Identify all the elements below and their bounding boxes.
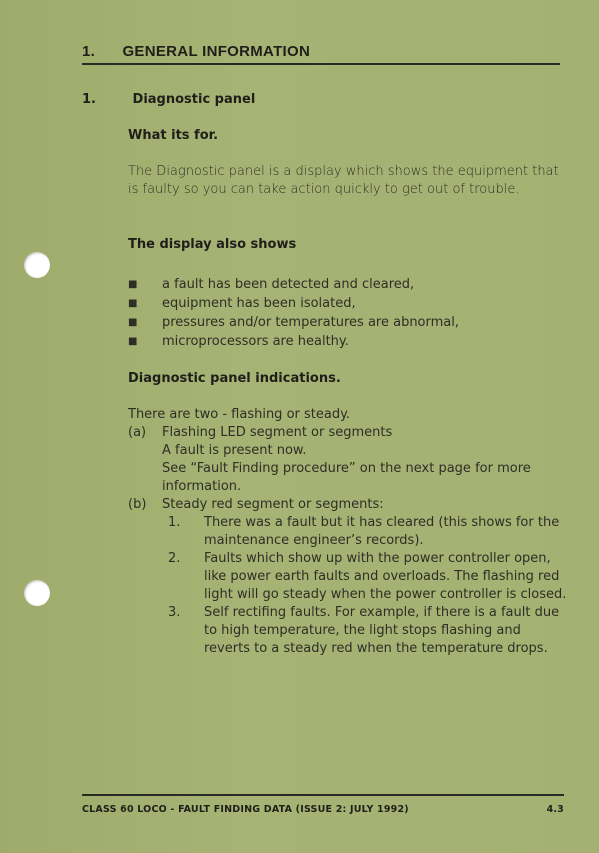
binder-hole bbox=[24, 252, 50, 278]
item-line: Flashing LED segment or segments bbox=[162, 425, 393, 440]
indications-intro: There are two - flashing or steady. bbox=[128, 407, 351, 422]
subsection-number: 1. bbox=[82, 92, 96, 107]
item-line: A fault is present now. bbox=[162, 443, 307, 458]
item-label: (a) bbox=[128, 425, 147, 440]
section-title: GENERAL INFORMATION bbox=[122, 43, 311, 60]
page-number: 4.3 bbox=[546, 804, 564, 815]
sub-item-number: 3. bbox=[168, 605, 181, 620]
subsection-heading bbox=[82, 92, 255, 107]
footer-rule bbox=[82, 794, 564, 796]
footer-title: CLASS 60 LOCO - FAULT FINDING DATA (ISSUE 2: JULY 1992) bbox=[82, 804, 409, 815]
item-label: (b) bbox=[128, 497, 147, 512]
page-footer bbox=[82, 804, 564, 815]
display-heading: The display also shows bbox=[128, 237, 297, 252]
subsection-title: Diagnostic panel bbox=[132, 92, 256, 107]
sub-item bbox=[162, 604, 568, 658]
sub-item bbox=[162, 550, 568, 604]
sub-item-number: 2. bbox=[168, 551, 181, 566]
what-heading: What its for. bbox=[128, 128, 219, 143]
list-item: ■ microprocessors are healthy. bbox=[128, 334, 349, 349]
sub-item bbox=[162, 514, 568, 550]
item-line: See “Fault Finding procedure” on the next page for more information. bbox=[162, 461, 531, 494]
list-item: ■ equipment has been isolated, bbox=[128, 296, 356, 311]
heading-rule bbox=[82, 63, 560, 65]
indication-item-a bbox=[128, 424, 568, 496]
bullet-icon: ■ bbox=[128, 336, 138, 347]
sub-item-text: Self rectifing faults. For example, if there is a fault due to high temperature, the light stops flashing and reverts to a steady red when the temperature drops. bbox=[204, 605, 560, 656]
bullet-icon: ■ bbox=[128, 317, 138, 328]
sub-item-text: There was a fault but it has cleared (this shows for the maintenance engineer’s records). bbox=[204, 515, 560, 548]
sub-item-text: Faults which show up with the power controller open, like power earth faults and overloads. The flashing red light will go steady when the power controller is closed. bbox=[204, 551, 567, 602]
display-bullet-list bbox=[128, 275, 568, 351]
list-item: ■ a fault has been detected and cleared, bbox=[128, 277, 415, 292]
section-number: 1. bbox=[82, 43, 96, 60]
binder-hole bbox=[24, 580, 50, 606]
what-text: The Diagnostic panel is a display which shows the equipment that is faulty so you can take action quickly to get out of trouble. bbox=[128, 164, 559, 197]
indication-item-b bbox=[128, 496, 568, 658]
indications-body bbox=[128, 406, 568, 658]
bullet-icon: ■ bbox=[128, 298, 138, 309]
list-item: ■ pressures and/or temperatures are abnormal, bbox=[128, 315, 460, 330]
bullet-icon: ■ bbox=[128, 279, 138, 290]
indications-heading: Diagnostic panel indications. bbox=[128, 371, 341, 386]
section-heading bbox=[82, 43, 558, 60]
sub-item-number: 1. bbox=[168, 515, 181, 530]
item-line: Steady red segment or segments: bbox=[162, 497, 384, 512]
